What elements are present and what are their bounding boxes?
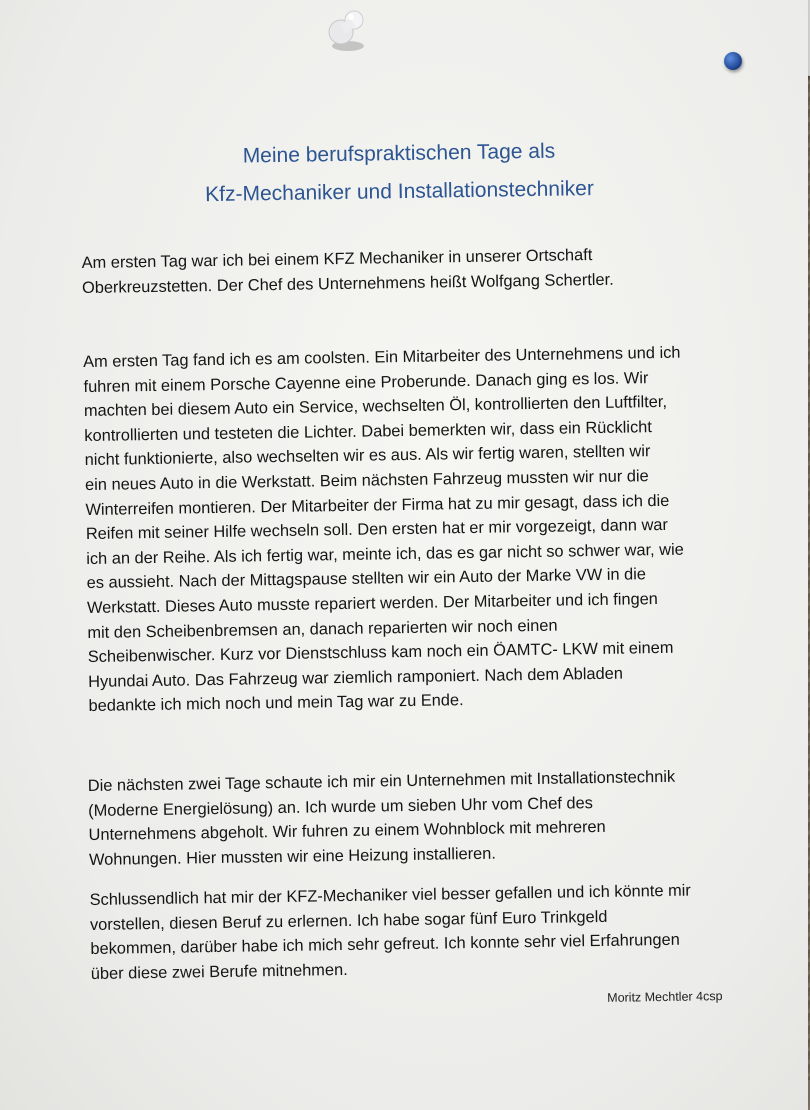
text-line: Am ersten Tag war ich bei einem KFZ Mechaniker in unserer Ortschaft bbox=[81, 246, 593, 273]
text-line: Die nächsten zwei Tage schaute ich mir ein Unternehmen mit Installationstechnik bbox=[87, 767, 676, 796]
text-line: Winterreifen montieren. Der Mitarbeiter der Firma hat zu mir gesagt, dass ich die bbox=[85, 491, 670, 519]
text-line: kontrollierten und testeten die Lichter. Dabei bemerkten wir, dass ein Rücklicht bbox=[84, 417, 653, 445]
paragraph-conclusion bbox=[89, 879, 692, 987]
document-title-line-1: Meine berufspraktischen Tage als bbox=[242, 139, 556, 168]
text-line: (Moderne Energielösung) an. Ich wurde um sieben Uhr vom Chef des bbox=[88, 793, 594, 820]
text-line: Unternehmens abgeholt. Wir fuhren zu einem Wohnblock mit mehreren bbox=[88, 818, 606, 845]
paragraph-installation bbox=[88, 765, 677, 873]
text-line: nicht funktionierte, also wechselten wir es aus. Als wir fertig waren, stellten wir bbox=[84, 442, 651, 470]
text-line: fuhren mit einem Porsche Cayenne eine Proberunde. Danach ging es los. Wir bbox=[83, 368, 649, 396]
text-line: ich an der Reihe. Als ich fertig war, meinte ich, das es gar nicht so schwer war, wie bbox=[86, 540, 684, 568]
blue-push-pin-icon bbox=[724, 52, 742, 70]
text-line: Hyundai Auto. Das Fahrzeug war ziemlich ramponiert. Nach dem Abladen bbox=[88, 664, 624, 691]
text-line: Oberkreuzstetten. Der Chef des Unternehmens heißt Wolfgang Schertler. bbox=[81, 270, 614, 297]
text-line: bekommen, darüber habe ich mich sehr gefreut. Ich konnte sehr viel Erfahrungen bbox=[90, 930, 680, 959]
text-line: Scheibenwischer. Kurz vor Dienstschluss kam noch ein ÖAMTC- LKW mit einem bbox=[87, 638, 674, 667]
text-line: über diese zwei Berufe mitnehmen. bbox=[90, 960, 348, 983]
white-push-pin-icon bbox=[318, 6, 372, 54]
text-line: Werkstatt. Dieses Auto musste repariert werden. Der Mitarbeiter und ich fingen bbox=[86, 589, 658, 617]
text-line: ein neues Auto in die Werkstatt. Beim nächsten Fahrzeug mussten wir nur die bbox=[84, 467, 649, 494]
text-line: Reifen mit seiner Hilfe wechseln soll. Den ersten hat er mir vorgezeigt, dann war bbox=[85, 516, 669, 544]
text-line: vorstellen, diesen Beruf zu erlernen. Ich habe sogar fünf Euro Trinkgeld bbox=[89, 907, 608, 934]
text-line: Am ersten Tag fand ich es am coolsten. Ein Mitarbeiter des Unternehmens und ich bbox=[83, 343, 681, 372]
text-line: Wohnungen. Hier mussten wir eine Heizung installieren. bbox=[88, 844, 497, 869]
document-title-line-2: Kfz-Mechaniker und Installationstechniker bbox=[205, 176, 595, 207]
text-line: mit den Scheibenbremsen an, danach reparierten wir noch einen bbox=[87, 616, 558, 642]
text-line: es aussieht. Nach der Mittagspause stellten wir ein Auto der Marke VW in die bbox=[86, 565, 647, 593]
text-line: Schlussendlich hat mir der KFZ-Mechaniker viel besser gefallen und ich könnte mir bbox=[89, 881, 691, 909]
paragraph-intro bbox=[81, 243, 613, 301]
author-signature: Moritz Mechtler 4csp bbox=[607, 989, 723, 1005]
paragraph-first-day bbox=[83, 341, 686, 719]
text-line: bedankte ich mich noch und mein Tag war zu Ende. bbox=[88, 691, 464, 716]
text-line: machten bei diesem Auto ein Service, wechselten Öl, kontrollierten den Luftfilter, bbox=[83, 393, 668, 421]
